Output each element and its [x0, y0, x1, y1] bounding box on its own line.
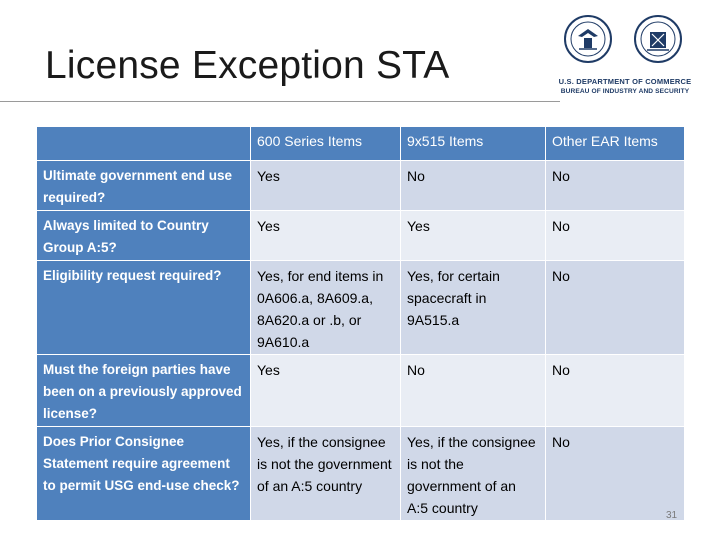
table-cell: Yes, for certain spacecraft in 9A515.a — [401, 261, 546, 355]
logo-line-bureau: BUREAU OF INDUSTRY AND SECURITY — [560, 88, 690, 95]
table-cell: Yes — [251, 211, 401, 261]
row-label: Must the foreign parties have been on a previously approved license? — [37, 355, 251, 427]
table-cell: Yes — [251, 161, 401, 211]
title-divider — [0, 101, 560, 102]
bis-seal-icon — [633, 14, 683, 64]
table-cell: No — [546, 161, 685, 211]
row-label: Eligibility request required? — [37, 261, 251, 355]
table-row — [37, 427, 685, 521]
page-number: 31 — [666, 510, 678, 521]
commerce-seal-icon — [563, 14, 613, 64]
table-cell: Yes, if the consignee is not the government of an A:5 country — [251, 427, 401, 521]
table-row — [37, 355, 685, 427]
table-row — [37, 211, 685, 261]
table-row — [37, 261, 685, 355]
table-cell: No — [546, 427, 685, 521]
column-header-other-ear: Other EAR Items — [546, 127, 685, 161]
table-cell: No — [546, 355, 685, 427]
table-cell: No — [401, 355, 546, 427]
row-label: Always limited to Country Group A:5? — [37, 211, 251, 261]
table-cell: Yes — [251, 355, 401, 427]
table-cell: Yes, for end items in 0A606.a, 8A609.a, 8A620.a or .b, or 9A610.a — [251, 261, 401, 355]
table-cell: Yes, if the consignee is not the government of an A:5 country — [401, 427, 546, 521]
column-header-600-series: 600 Series Items — [251, 127, 401, 161]
row-label: Does Prior Consignee Statement require agreement to permit USG end-use check? — [37, 427, 251, 521]
table-cell: No — [546, 261, 685, 355]
table-cell: No — [401, 161, 546, 211]
row-label: Ultimate government end use required? — [37, 161, 251, 211]
column-header-9x515: 9x515 Items — [401, 127, 546, 161]
logo-line-department: U.S. DEPARTMENT OF COMMERCE — [558, 77, 692, 86]
table-cell: No — [546, 211, 685, 261]
table-cell: Yes — [401, 211, 546, 261]
license-exception-table — [36, 126, 685, 521]
column-header-blank — [37, 127, 251, 161]
slide-title: License Exception STA — [45, 44, 450, 87]
header-row — [37, 127, 685, 161]
doc-bis-logo — [555, 14, 695, 104]
table-row — [37, 161, 685, 211]
